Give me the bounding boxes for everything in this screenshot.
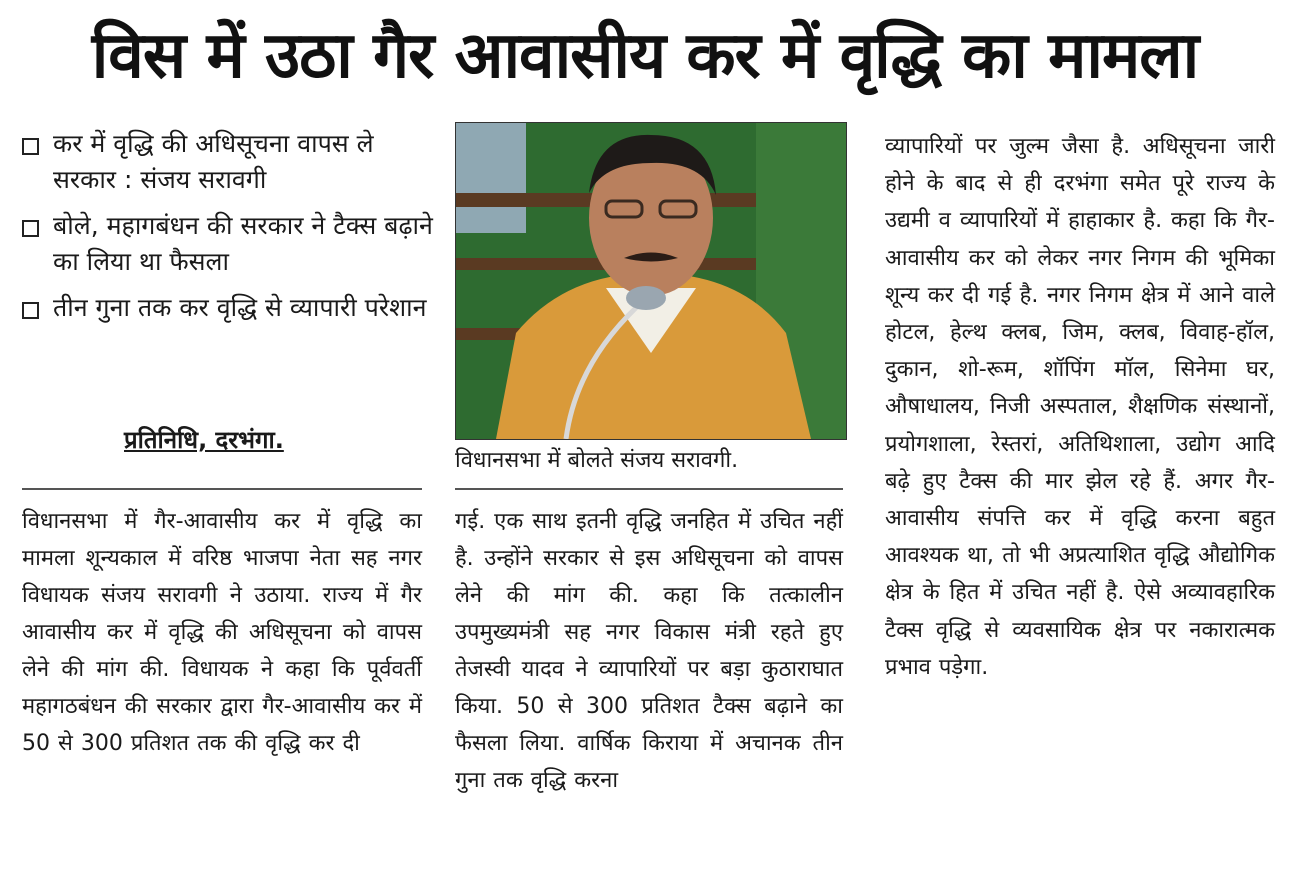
headline: विस में उठा गैर आवासीय कर में वृद्धि का मामला [91,19,1199,93]
highlight-item [22,290,442,326]
bullet-box-icon [22,220,39,237]
news-photo [455,122,847,440]
highlight-item [22,208,442,280]
bullet-box-icon [22,302,39,319]
photo-caption: विधानसभा में बोलते संजय सरावगी. [455,448,739,473]
highlight-item [22,126,442,198]
byline: प्रतिनिधि, दरभंगा. [124,426,284,454]
article-column-1: विधानसभा में गैर-आवासीय कर में वृद्धि का मामला शून्यकाल में वरिष्ठ भाजपा नेता सह नगर विधायक संजय सरावगी ने उठाया. राज्य में गैर आवासीय कर में वृद्धि की अधिसूचना को वापस लेने की मांग की. विधायक ने कहा कि पूर्ववर्ती महागठबंधन की सरकार द्वारा गैर-आवासीय कर में 50 से 300 प्रतिशत तक की वृद्धि कर दी [22,509,422,756]
article-column-3: व्यापारियों पर जुल्म जैसा है. अधिसूचना जारी होने के बाद से ही दरभंगा समेत पूरे राज्य के उद्यमी व व्यापारियों में हाहाकार है. कहा कि गैर-आवासीय कर को लेकर नगर निगम की भूमिका शून्य कर दी गई है. नगर निगम क्षेत्र में आने वाले होटल, हेल्थ क्लब, जिम, क्लब, विवाह-हॉल, दुकान, शो-रूम, शॉपिंग मॉल, सिनेमा घर, औषाधालय, निजी अस्पताल, शैक्षणिक संस्थानों, प्रयोगशाला, रेस्तरां, अतिथिशाला, उद्योग आदि बढ़े हुए टैक्स की मार झेल रहे हैं. अगर गैर-आवासीय संपत्ति कर में वृद्धि करना बहुत आवश्यक था, तो भी अप्रत्याशित वृद्धि औद्योगिक क्षेत्र के हित में उचित नहीं है. ऐसे अव्यावहारिक टैक्स वृद्धि से व्यवसायिक क्षेत्र पर नकारात्मक प्रभाव पड़ेगा. [885,134,1275,680]
column-divider [22,488,422,490]
article-column-2: गई. एक साथ इतनी वृद्धि जनहित में उचित नहीं है. उन्होंने सरकार से इस अधिसूचना को वापस लेने की मांग की. कहा कि तत्कालीन उपमुख्यमंत्री सह नगर विकास मंत्री रहते हुए तेजस्वी यादव ने व्यापारियों पर बड़ा कुठाराघात किया. 50 से 300 प्रतिशत टैक्स बढ़ाने का फैसला लिया. वार्षिक किराया में अचानक तीन गुना तक वृद्धि करना [455,509,843,793]
highlight-text: कर में वृद्धि की अधिसूचना वापस ले सरकार : संजय सरावगी [53,129,374,194]
caption-divider [455,488,843,490]
highlight-text: तीन गुना तक कर वृद्धि से व्यापारी परेशान [53,293,427,322]
highlights-list [22,126,442,336]
highlight-text: बोले, महागबंधन की सरकार ने टैक्स बढ़ाने का लिया था फैसला [53,211,433,276]
bullet-box-icon [22,138,39,155]
